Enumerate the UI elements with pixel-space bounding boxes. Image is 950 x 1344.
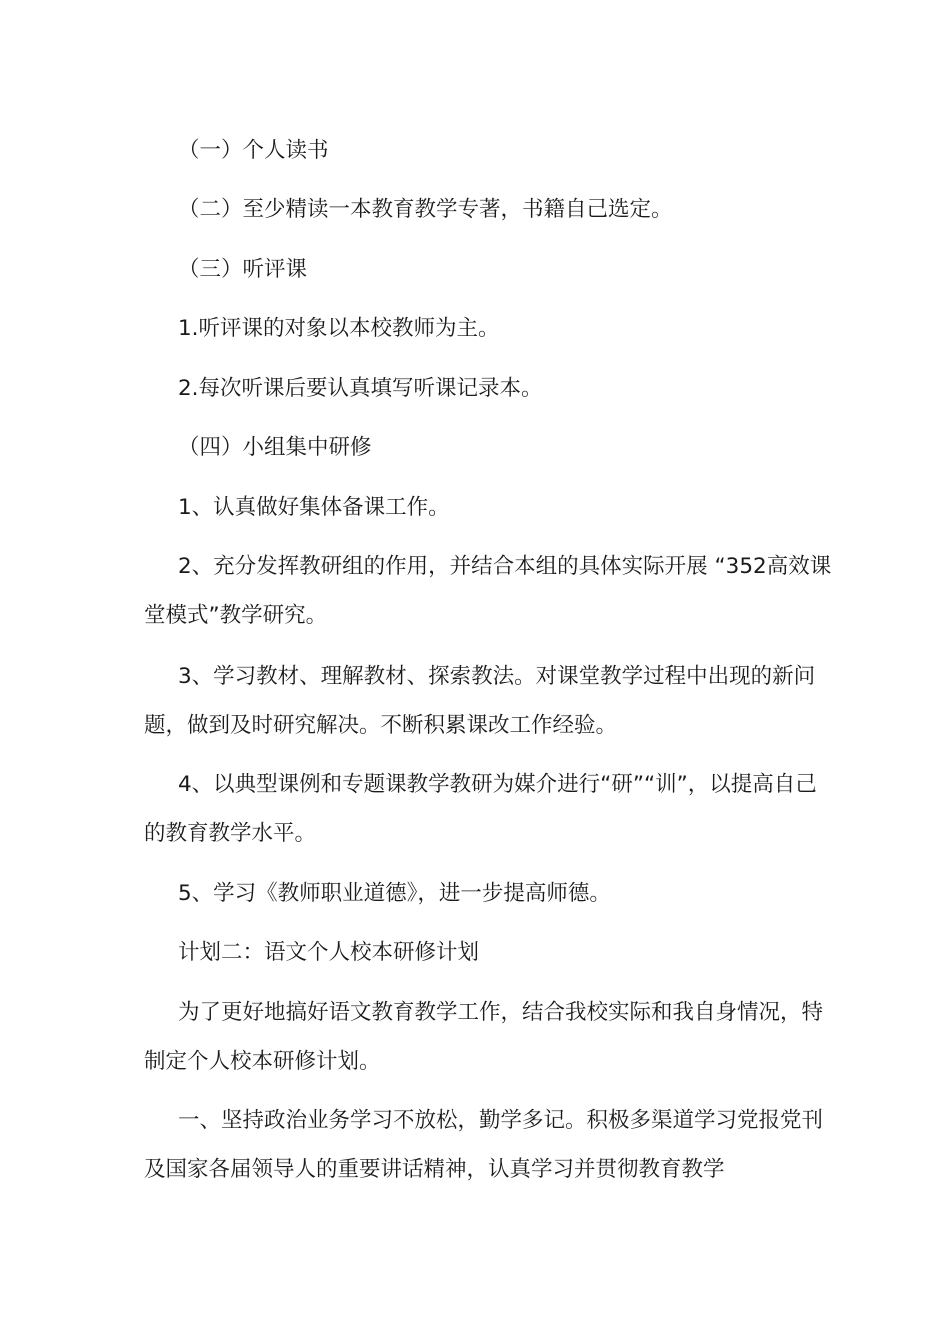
paragraph-11: 5、学习《教师职业道德》，进一步提高师德。	[178, 881, 611, 906]
paragraph-10: 4、以典型课例和专题课教学教研为媒介进行“研”“训”，以提高自己的教育教学水平。	[144, 772, 817, 846]
paragraph-9: 3、学习教材、理解教材、探索教法。对课堂教学过程中出现的新问题，做到及时研究解决。不断积累课改工作经验。	[144, 664, 816, 738]
paragraph-1: （一）个人读书	[178, 138, 329, 163]
paragraph-8: 2、充分发挥教研组的作用，并结合本组的具体实际开展 “352高效课堂模式”教学研究。	[144, 554, 832, 628]
paragraph-3: （三）听评课	[178, 257, 308, 282]
paragraph-7: 1、认真做好集体备课工作。	[178, 495, 450, 520]
paragraph-4: 1.听评课的对象以本校教师为主。	[178, 316, 500, 341]
paragraph-14: 一、坚持政治业务学习不放松，勤学多记。积极多渠道学习党报党刊及国家各届领导人的重要讲话精神，认真学习并贯彻教育教学	[144, 1108, 824, 1182]
paragraph-6: （四）小组集中研修	[178, 435, 372, 460]
paragraph-5: 2.每次听课后要认真填写听课记录本。	[178, 376, 543, 401]
paragraph-2: （二）至少精读一本教育教学专著，书籍自己选定。	[178, 197, 673, 222]
paragraph-12: 计划二：语文个人校本研修计划	[178, 940, 480, 965]
paragraph-13: 为了更好地搞好语文教育教学工作，结合我校实际和我自身情况，特制定个人校本研修计划。	[144, 1000, 824, 1074]
